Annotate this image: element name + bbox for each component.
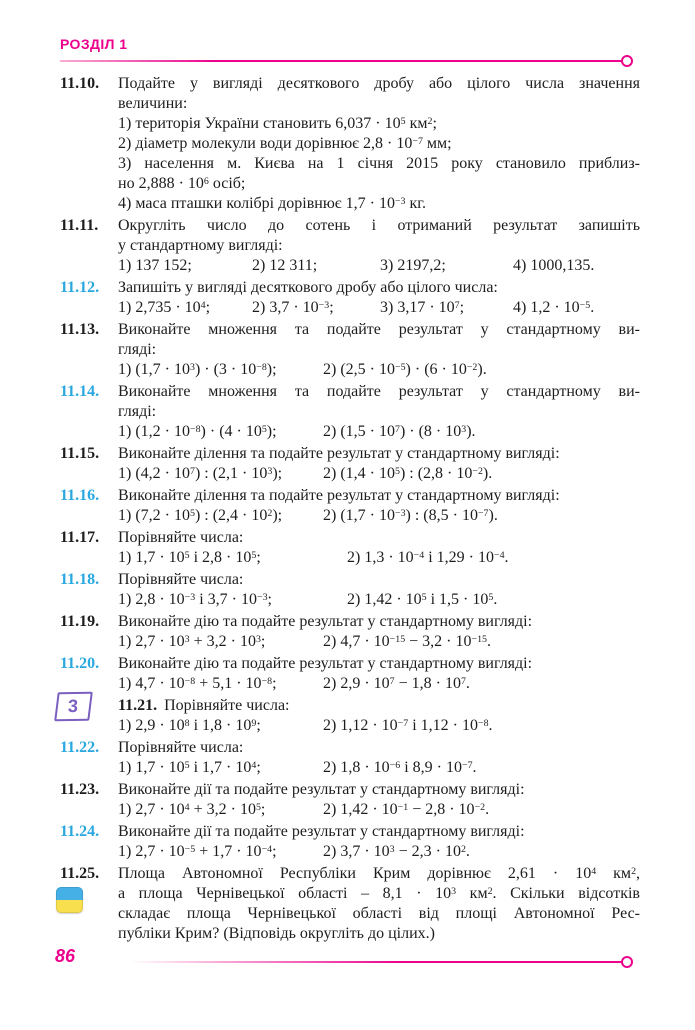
- item-cell: 1) $2,7 \cdot 10^{-5} + 1,7 \cdot 10^{-4}$;: [118, 843, 277, 860]
- item-cell: 1) $2,8 \cdot 10^{-3}$ і $3,7 \cdot 10^{-3}$;: [118, 591, 272, 608]
- problem-body: [118, 864, 640, 944]
- items-row: [118, 422, 640, 442]
- header-rule: [60, 60, 624, 62]
- statement-line: у стандартному вигляді:: [118, 237, 283, 254]
- problem-11-15: [60, 444, 640, 484]
- item-cell: 3) 2197,2;: [380, 257, 446, 274]
- statement-line: Площа Автономної Республіки Крим дорівнює $2,61 \cdot 10^4$ $км^2$,: [118, 865, 641, 882]
- items-row: [118, 800, 640, 820]
- problem-11-18: [60, 570, 640, 610]
- item-cell: 1) 137 152;: [118, 257, 192, 274]
- statement-line: а площа Чернівецької області – $8,1 \cdot 10^3$ $км^2$. Скільки відсотків: [118, 885, 640, 902]
- problem-number: 11.23.: [60, 781, 100, 798]
- item-line: 2) діаметр молекули води дорівнює $2,8 \cdot 10^{-7}$ мм;: [118, 135, 452, 152]
- statement-line: Виконайте дію та подайте результат у стандартному вигляді:: [118, 655, 533, 672]
- problem-body: [118, 654, 640, 694]
- problem-body: [118, 444, 640, 484]
- problem-number: 11.11.: [60, 217, 99, 234]
- problem-11-24: [60, 822, 640, 862]
- exercise-list: [60, 74, 640, 946]
- item-cell: 1) $1,7 \cdot 10^5$ і $2,8 \cdot 10^5$;: [118, 549, 261, 566]
- problem-body: [118, 74, 640, 214]
- problem-number: 11.22.: [60, 739, 100, 756]
- item-cell: 1) $(1,7 \cdot 10^3) \cdot (3 \cdot 10^{-8})$;: [118, 361, 277, 378]
- item-cell: 2) $3,7 \cdot 10^3 - 2,3 \cdot 10^2$.: [323, 843, 470, 860]
- statement-line: [118, 696, 640, 716]
- problem-number: 11.18.: [60, 571, 100, 588]
- statement-line: Порівняйте числа:: [118, 739, 244, 756]
- statement-line: Виконайте ділення та подайте результат у стандартному вигляді:: [118, 487, 560, 504]
- item-cell: 1) $4,7 \cdot 10^{-8} + 5,1 \cdot 10^{-8}$;: [118, 675, 277, 692]
- page-number: 86: [55, 946, 76, 966]
- item-cell: 3) $3,17 \cdot 10^7$;: [380, 299, 465, 316]
- item-cell: 1) $2,7 \cdot 10^4 + 3,2 \cdot 10^5$;: [118, 801, 266, 818]
- item-cell: 2) $3,7 \cdot 10^{-3}$;: [252, 299, 334, 316]
- level-3-badge-label: 3: [68, 695, 79, 717]
- items-row: [118, 548, 640, 568]
- item-cell: 4) $1,2 \cdot 10^{-5}$.: [513, 299, 595, 316]
- items-row: [118, 590, 640, 610]
- item-cell: 1) $2,7 \cdot 10^3 + 3,2 \cdot 10^3$;: [118, 633, 266, 650]
- items-row: [118, 298, 640, 318]
- problem-body: [118, 382, 640, 442]
- problem-body: [118, 612, 640, 652]
- problem-number: 11.10.: [60, 75, 100, 92]
- item-cell: 1) $1,7 \cdot 10^5$ і $1,7 \cdot 10^4$;: [118, 759, 261, 776]
- problem-11-12: [60, 278, 640, 318]
- problem-11-20: [60, 654, 640, 694]
- problem-body: [118, 696, 640, 736]
- chapter-heading: РОЗДІЛ 1: [60, 36, 128, 52]
- problem-number: 11.17.: [60, 529, 100, 546]
- problem-body: [118, 486, 640, 526]
- problem-number: 11.24.: [60, 823, 100, 840]
- item-cell: 2) $(1,5 \cdot 10^7) \cdot (8 \cdot 10^3)$.: [323, 423, 476, 440]
- item-cell: 2) $(1,7 \cdot 10^{-3})$ : $(8,5 \cdot 10^{-7})$.: [323, 507, 498, 524]
- items-row: [118, 464, 640, 484]
- footer-rule: [130, 961, 623, 963]
- items-row: [118, 758, 640, 778]
- problem-body: [118, 320, 640, 380]
- problem-11-23: [60, 780, 640, 820]
- item-cell: 1) $2,735 \cdot 10^4$;: [118, 299, 211, 316]
- problem-number: 11.25.: [60, 865, 100, 882]
- statement-line: Виконайте ділення та подайте результат у стандартному вигляді:: [118, 445, 560, 462]
- statement-line: Виконайте дії та подайте результат у стандартному вигляді:: [118, 823, 525, 840]
- item-cell: 2) 12 311;: [252, 257, 318, 274]
- statement-line: публіки Крим? (Відповідь округліть до цілих.): [118, 925, 435, 942]
- statement-text: Порівняйте числа:: [164, 697, 290, 714]
- items-row: [118, 360, 640, 380]
- statement-line: Виконайте множення та подайте результат у стандартному ви-: [118, 321, 640, 338]
- problem-11-11: [60, 216, 640, 276]
- problem-11-21: [60, 696, 640, 736]
- level-3-badge-icon: [54, 692, 93, 722]
- problem-number: 11.14.: [60, 383, 100, 400]
- items-row: [118, 674, 640, 694]
- problem-number: 11.19.: [60, 613, 100, 630]
- item-cell: 1) $2,9 \cdot 10^8$ і $1,8 \cdot 10^9$;: [118, 717, 261, 734]
- item-cell: 2) $1,42 \cdot 10^5$ і $1,5 \cdot 10^5$.: [347, 591, 498, 608]
- item-cell: 2) $1,42 \cdot 10^{-1} - 2,8 \cdot 10^{-2}$.: [323, 801, 490, 818]
- item-line: 3) населення м. Києва на 1 січня 2015 року становило приблиз-: [118, 155, 640, 172]
- item-cell: 2) $1,3 \cdot 10^{-4}$ і $1,29 \cdot 10^{-4}$.: [347, 549, 509, 566]
- problem-body: [118, 278, 640, 318]
- statement-line: Виконайте дію та подайте результат у стандартному вигляді:: [118, 613, 533, 630]
- problem-number: 11.16.: [60, 487, 100, 504]
- problem-body: [118, 570, 640, 610]
- items-row: [118, 632, 640, 652]
- item-cell: 2) $1,8 \cdot 10^{-6}$ і $8,9 \cdot 10^{-7}$.: [323, 759, 477, 776]
- rule-end-circle-icon: [621, 956, 633, 968]
- problem-11-16: [60, 486, 640, 526]
- statement-line: складає площа Чернівецької області від площі Автономної Рес-: [118, 905, 640, 922]
- problem-body: [118, 528, 640, 568]
- item-line: 4) маса пташки колібрі дорівнює $1,7 \cdot 10^{-3}$ кг.: [118, 195, 427, 212]
- statement-line: гляді:: [118, 403, 157, 420]
- items-row: [118, 506, 640, 526]
- item-cell: 1) $(7,2 \cdot 10^5)$ : $(2,4 \cdot 10^2)$;: [118, 507, 283, 524]
- statement-line: Подайте у вигляді десяткового дробу або цілого числа значення: [118, 75, 640, 92]
- statement-line: Запишіть у вигляді десяткового дробу або цілого числа:: [118, 279, 498, 296]
- item-line: 1) територія України становить $6,037 \cdot 10^5$ $км^2$;: [118, 115, 437, 132]
- item-cell: 2) $1,12 \cdot 10^{-7}$ і $1,12 \cdot 10^{-8}$.: [323, 717, 493, 734]
- statement-line: Порівняйте числа:: [118, 571, 244, 588]
- statement-line: величини:: [118, 95, 188, 112]
- rule-end-circle-icon: [621, 55, 633, 67]
- problem-11-22: [60, 738, 640, 778]
- statement-line: Виконайте множення та подайте результат у стандартному ви-: [118, 383, 640, 400]
- problem-11-10: [60, 74, 640, 214]
- problem-body: [118, 216, 640, 276]
- statement-line: Виконайте дії та подайте результат у стандартному вигляді:: [118, 781, 525, 798]
- item-cell: 2) $(2,5 \cdot 10^{-5}) \cdot (6 \cdot 10^{-2})$.: [323, 361, 487, 378]
- statement-line: Округліть число до сотень і отриманий результат запишіть: [118, 217, 640, 234]
- problem-body: [118, 738, 640, 778]
- problem-11-17: [60, 528, 640, 568]
- item-cell: 2) $(1,4 \cdot 10^5)$ : $(2,8 \cdot 10^{-2})$.: [323, 465, 493, 482]
- problem-number: 11.21.: [118, 697, 158, 714]
- problem-body: [118, 822, 640, 862]
- item-cell: 1) $(1,2 \cdot 10^{-8}) \cdot (4 \cdot 10^5)$;: [118, 423, 277, 440]
- statement-line: гляді:: [118, 341, 157, 358]
- items-row: [118, 842, 640, 862]
- item-cell: 2) $4,7 \cdot 10^{-15} - 3,2 \cdot 10^{-15}$.: [323, 633, 492, 650]
- item-cell: 1) $(4,2 \cdot 10^7)$ : $(2,1 \cdot 10^3)$;: [118, 465, 283, 482]
- problem-number: 11.12.: [60, 279, 100, 296]
- problem-11-19: [60, 612, 640, 652]
- items-row: [118, 716, 640, 736]
- problem-number: 11.20.: [60, 655, 100, 672]
- ukraine-flag-icon: [56, 887, 83, 913]
- problem-number: 11.13.: [60, 321, 100, 338]
- problem-11-25: [60, 864, 640, 944]
- problem-number: 11.15.: [60, 445, 100, 462]
- item-line: но $2,888 \cdot 10^6$ осіб;: [118, 175, 246, 192]
- statement-line: Порівняйте числа:: [118, 529, 244, 546]
- problem-11-14: [60, 382, 640, 442]
- items-row: [118, 256, 640, 276]
- item-cell: 4) 1000,135.: [513, 257, 595, 274]
- problem-11-13: [60, 320, 640, 380]
- problem-body: [118, 780, 640, 820]
- item-cell: 2) $2,9 \cdot 10^7 - 1,8 \cdot 10^7$.: [323, 675, 470, 692]
